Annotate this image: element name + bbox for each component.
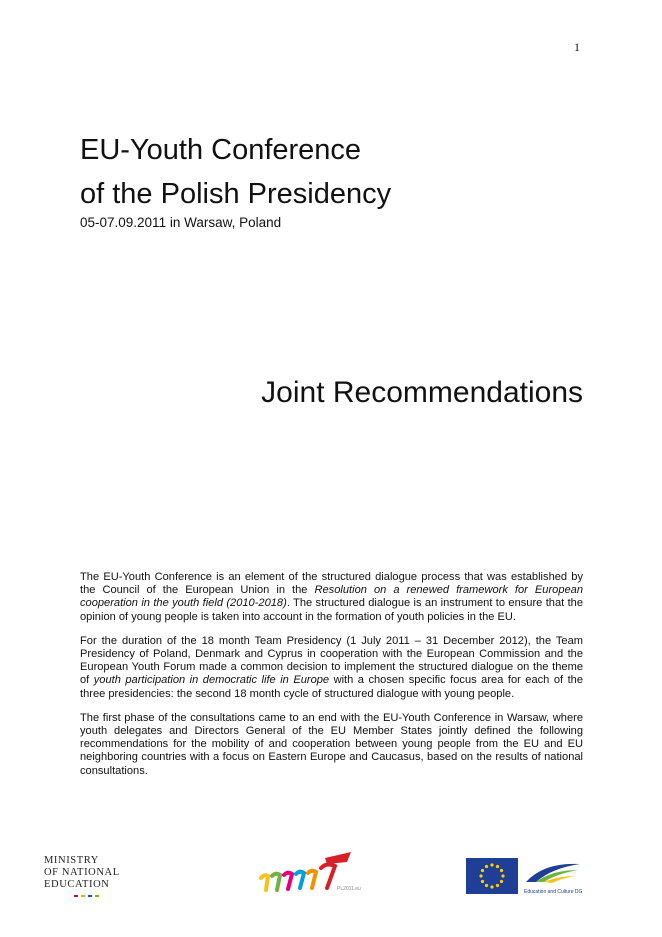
paragraph-1-text-a: The EU-Youth Conference is an element of the structured dialogue process that was established by the Council of the European Union in the bbox=[80, 571, 583, 597]
ministry-logo-line-3: EDUCATION bbox=[44, 879, 110, 890]
paragraph-1-italic: Resolution on a renewed framework for European cooperation in the youth field (2010-2018) bbox=[80, 584, 584, 610]
section-heading: Joint Recommendations bbox=[261, 376, 583, 409]
page-number: 1 bbox=[574, 40, 580, 54]
eac-logo-caption: Education and Culture DG bbox=[524, 889, 583, 895]
ministry-of-education-logo bbox=[44, 855, 120, 897]
title-line-2: of the Polish Presidency bbox=[80, 178, 392, 210]
presidency-logo-caption: PL2011.eu bbox=[337, 886, 361, 892]
paragraph-1 bbox=[80, 571, 583, 624]
paragraph-2 bbox=[80, 635, 583, 701]
conference-date-location: 05-07.09.2011 in Warsaw, Poland bbox=[80, 215, 282, 230]
title-line-1: EU-Youth Conference bbox=[80, 134, 362, 166]
paragraph-2-text-a: For the duration of the 18 month Team Presidency (1 July 2011 – 31 December 2012), the Team Presidency of Poland, Denmark and Cyprus in cooperation with the European Commission and the European Youth Forum made a common decision to implement the structured dialogue on the theme of bbox=[80, 634, 583, 687]
paragraph-1-text-b: . The structured dialogue is an instrument to ensure that the opinion of young people is taken into account in the formation of youth policies in the EU. bbox=[80, 597, 583, 623]
eu-flag-icon bbox=[466, 858, 518, 894]
paragraph-2-text-b: with a chosen specific focus area for each of the three presidencies: the second 18 month cycle of structured dialogue with young people. bbox=[80, 674, 583, 700]
paragraph-3: The first phase of the consultations came to an end with the EU-Youth Conference in Warsaw, where youth delegates and Directors General of the EU Member States jointly defined the following recommendations for the mobility of and cooperation between young people from the EU and EU neighboring countries with a focus on Eastern Europe and Caucasus, based on the results of national consultations. bbox=[80, 711, 583, 777]
body-text bbox=[80, 571, 583, 789]
ministry-logo-line-1: MINISTRY bbox=[44, 855, 99, 866]
ministry-logo-dots bbox=[74, 895, 120, 897]
ministry-logo-line-2: OF NATIONAL bbox=[44, 867, 120, 878]
document-title bbox=[80, 128, 391, 216]
paragraph-2-italic: youth participation in democratic life in Europe bbox=[93, 674, 330, 687]
